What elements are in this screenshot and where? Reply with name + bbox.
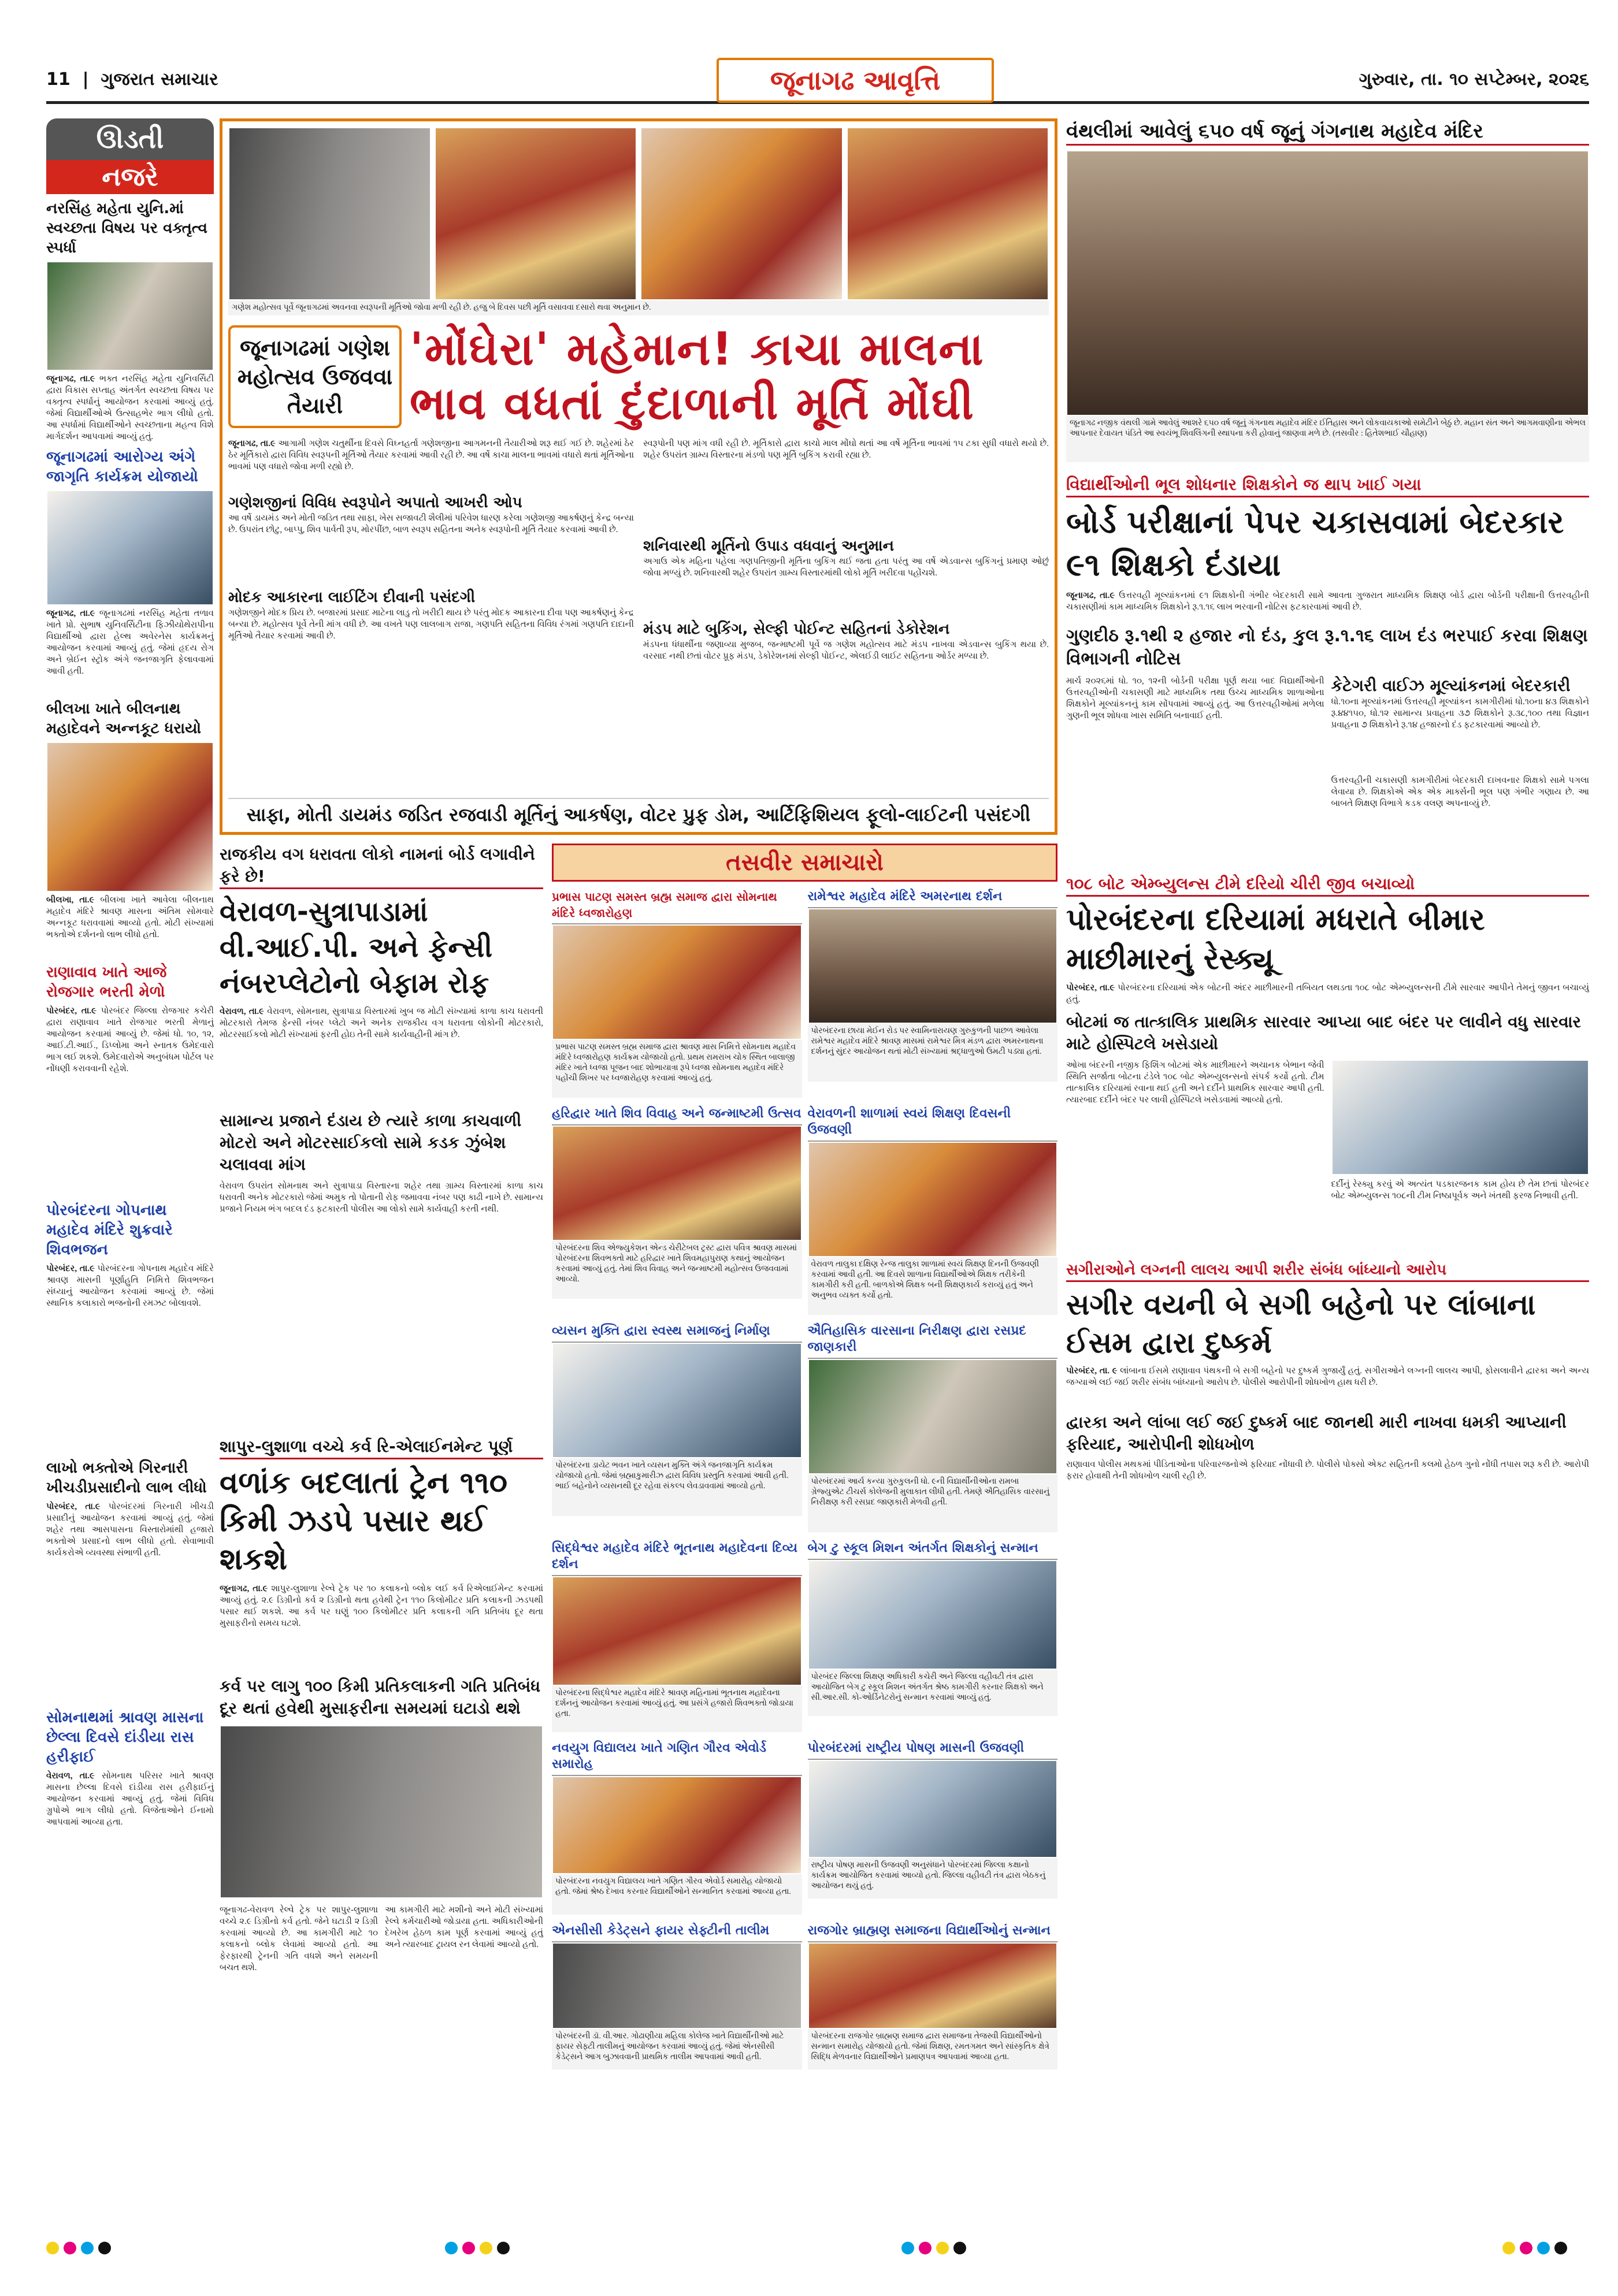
- registration-dot: [480, 2242, 492, 2254]
- photo-news-photo: [552, 924, 802, 1040]
- brief-item: [46, 1458, 214, 1703]
- right-column: [1066, 118, 1589, 2146]
- photo-news-item: હરિદ્વાર ખાતે શિવ વિવાહ અને જન્માષ્ટમી ઉત્સવ પોરબંદરના શિવ એજ્યુકેશન એન્ડ ચેરીટેબલ ટ્રસ્ટ દ્વારા પવિત્ર શ્રાવણ માસમાં પોરબંદરના શિવભક્તો માટે હરિદ્વાર ખાતે શિવમહાપુરાણ કથાનું આયોજન કરવામાં આવ્યું હતું. તેમાં શિવ વિવાહ અને જન્માષ્ટમી મહોત્સવ ઉજવવામાં આવ્યો.: [552, 1104, 802, 1315]
- crime-kicker: સગીરાઓને લગ્નની લાલચ આપી શરીર સંબંધ બાંધ્યાનો આરોપ: [1066, 1260, 1589, 1282]
- briefs-column: [46, 118, 214, 2146]
- brief-item: [46, 199, 214, 443]
- print-registration-marks: [0, 2242, 1618, 2265]
- rescue-photo: [1331, 1060, 1590, 1175]
- lead-photo: [640, 127, 843, 300]
- photo-news-title: સિદ્ધેશ્વર મહાદેવ મંદિરે ભૂતનાથ મહાદેવના દિવ્ય દર્શન: [552, 1538, 802, 1576]
- lead-photo: [228, 127, 431, 300]
- lead-col-a: જૂનાગઢ, તા.૯ આગામી ગણેશ ચતુર્થીના દિવસે વિઘ્નહર્તા ગણેશજીના આગમનની તૈયારીઓ શરૂ થઈ ગઈ છે. શહેરમાં ઠેર ઠેર મૂર્તિકારો દ્વારા વિવિધ સ્વરૂપની મૂર્તિઓ તૈયાર કરવામાં આવી રહી છે. આ વર્ષે કાચા માલના ભાવમાં વધારો થતાં મૂર્તિઓના ભાવમાં પણ વધારો જોવા મળી રહ્યો છે. ગણેશજીનાં વિવિધ સ્વરૂપોને અપાતો આખરી ઓપ આ વર્ષે ડાયમંડ અને મોતી જડિત તથા સાફા, ખેસ સજાવટી શૈલીમાં પરિવેશ ધારણ કરેલા ગણેશજી આકર્ષણનું કેન્દ્ર બન્યા છે. ઉપરાંત છોટુ, બાપ્પુ, શિવ પાર્વતી રૂપ, મોરપીંછ, બાળ સ્વરૂપ સહિતના અનેક સ્વરૂપોની મૂર્તિ તૈયાર કરવામાં આવી છે. મોદક આકારના લાઈટિંગ દીવાની પસંદગી ગણેશજીને મોદક પ્રિય છે. બજારમાં પ્રસાદ માટેના લાડુ તો ખરીદી થાય છે પરંતુ મોદક આકારના દીવા પણ આકર્ષણનું કેન્દ્ર બન્યા છે. મહોત્સવ પૂર્વે તેની માંગ વધી છે. આ વખતે પણ લાલબાગ રાજા, ગણપતિ સહિતના વિવિધ રંગમાં ગણપતિ દાદાની મૂર્તિઓ તૈયાર કરવામાં આવી છે.: [228, 439, 634, 641]
- board-subhead: ગુણદીઠ રૂ.૧થી ૨ હજાર નો દંડ, કુલ રૂ.૧.૧૬ લાખ દંડ ભરપાઈ કરવા શિક્ષણ વિભાગની નોટિસ: [1066, 626, 1588, 669]
- edition-title: જૂનાગઢ આવૃત્તિ: [717, 58, 994, 103]
- brief-item: [46, 1201, 214, 1454]
- registration-dot: [1537, 2242, 1550, 2254]
- paper-name: 11 | ગુજરાત સમાચાર: [46, 69, 218, 90]
- photo-news-item: પોરબંદરમાં રાષ્ટ્રીય પોષણ માસની ઉજવણી રાષ્ટ્રીય પોષણ માસની ઉજવણી અનુસંધાને પોરબંદરમાં જિલ્લા કક્ષાનો કાર્યક્રમ આયોજિત કરવામાં આવ્યો હતો. જિલ્લા વહીવટી તંત્ર દ્વારા બેઠકનું આયોજન થયું હતું.: [808, 1738, 1058, 1915]
- photo-news-title: નવયુગ વિદ્યાલય ખાતે ગણિત ગૌરવ એવોર્ડ સમારોહ: [552, 1738, 802, 1776]
- brief-body: પોરબંદર, તા.૯ પોરબંદર જિલ્લા રોજગાર કચેરી દ્વારા રાણાવાવ ખાતે રોજગાર ભરતી મેળાનું આયોજન કરવામાં આવ્યું છે. જેમાં ધો. ૧૦, ૧૨, આઈ.ટી.આઈ., ડિપ્લોમા અને સ્નાતક ઉમેદવારો ભાગ લઈ શકશે. ઉમેદવારોએ અનુબંધમ પોર્ટલ પર નોંધણી કરાવવાની રહેશે.: [46, 1006, 214, 1073]
- lead-subhead: મંડપ માટે બુકિંગ, સેલ્ફી પોઈન્ટ સહિતનાં ડેકોરેશન: [643, 621, 950, 638]
- photo-news-section: [552, 844, 1057, 2146]
- photo-news-item: વ્યસન મુક્તિ દ્વારા સ્વસ્થ સમાજનું નિર્માણ પોરબંદરના ડાયેટ ભવન ખાતે વ્યસન મુક્તિ અંગે જનજાગૃતિ કાર્યક્રમ યોજાયો હતો. જેમાં બ્રહ્માકુમારીઝ દ્વારા વિવિધ પ્રસ્તુતિ કરવામાં આવી હતી. ભાઈ બહેનોને વ્યસનથી દૂર રહેવા સંકલ્પ લેવડાવવામાં આવ્યો હતો.: [552, 1321, 802, 1532]
- photo-news-photo: [808, 1760, 1058, 1858]
- board-kicker: વિદ્યાર્થીઓની ભૂલ શોધનાર શિક્ષકોને જ થાપ ખાઈ ગયા: [1066, 474, 1589, 497]
- photo-news-item: ઐતિહાસિક વારસાના નિરીક્ષણ દ્વારા રસપ્રદ જાણકારી પોરબંદરમાં આર્ય કન્યા ગુરુકુલની ધો. ૯ની વિદ્યાર્થીનીઓના રામબા ગ્રેજ્યુએટ ટીચર્સ કોલેજની મુલાકાત લીધી હતી. તેમણે ઐતિહાસિક વારસાનું નિરીક્ષણ કરી રસપ્રદ જાણકારી મેળવી હતી.: [808, 1321, 1058, 1532]
- registration-dot: [462, 2242, 475, 2254]
- brief-item: [46, 699, 214, 958]
- photo-news-title: રાજગોર બ્રાહ્મણ સમાજના વિદ્યાર્થીઓનું સન્માન: [808, 1920, 1058, 1942]
- lead-subhead: ગણેશજીનાં વિવિધ સ્વરૂપોને અપાતો આખરી ઓપ: [228, 494, 522, 511]
- registration-dot: [98, 2242, 111, 2254]
- briefs-heading: ઊડતી: [46, 118, 214, 160]
- registration-dot: [64, 2242, 76, 2254]
- lead-story: [220, 118, 1057, 835]
- temple-photo: [1066, 150, 1589, 416]
- photo-news-item: સિદ્ધેશ્વર મહાદેવ મંદિરે ભૂતનાથ મહાદેવના દિવ્ય દર્શન પોરબંદરના સિદ્ધેશ્વર મહાદેવ મંદિરે શ્રાવણ મહિનામાં ભૂતનાથ મહાદેવના દર્શનનું આયોજન કરવામાં આવ્યું હતું. આ પ્રસંગે હજારો શિવભક્તો જોડાયા હતા.: [552, 1538, 802, 1732]
- brief-title: પોરબંદરના ગોપનાથ મહાદેવ મંદિરે શુક્રવારે શિવભજન: [46, 1202, 173, 1258]
- briefs-subheading: નજરે: [46, 160, 214, 194]
- photo-news-title: હરિદ્વાર ખાતે શિવ વિવાહ અને જન્માષ્ટમી ઉત્સવ: [552, 1104, 802, 1125]
- brief-body: વેરાવળ, તા.૯ સોમનાથ પરિસર ખાતે શ્રાવણ માસના છેલ્લા દિવસે દાંડીયા રાસ હરીફાઈનું આયોજન કરવામાં આવ્યું હતું. જેમાં વિવિધ ગ્રુપોએ ભાગ લીધો હતો. વિજેતાઓને ઈનામો આપવામાં આવ્યા હતા.: [46, 1771, 214, 1827]
- temple-caption: જૂનાગઢ નજીક વંથલી ગામે આવેલું આશરે ૬૫૦ વર્ષ જૂનું ગંગનાથ મહાદેવ મંદિર ઈતિહાસ અને લોકવાયકાઓ સમેટીને બેઠું છે. મહાન સંત અને આગમવાણીના એભલ આપનાર દેવાયત પંડિતે આ સ્વયંભૂ શિવલિંગની સ્થાપના કરી હોવાનું જાણવા મળે છે. (તસવીર : હિતેશભાઈ ચૌહાણ): [1066, 416, 1589, 462]
- lead-subhead: મોદક આકારના લાઈટિંગ દીવાની પસંદગી: [228, 589, 476, 606]
- photo-news-photo: [808, 1359, 1058, 1474]
- photo-news-item: રાજગોર બ્રાહ્મણ સમાજના વિદ્યાર્થીઓનું સન્માન પોરબંદરના રાજગોર બ્રાહ્મણ સમાજ દ્વારા સમાજના તેજસ્વી વિદ્યાર્થીઓનો સન્માન સમારોહ યોજાયો હતો. જેમાં શિક્ષણ, રમતગમત અને સાંસ્કૃતિક ક્ષેત્રે સિદ્ધિ મેળવનાર વિદ્યાર્થીઓને પ્રમાણપત્ર આપવામાં આવ્યા હતા.: [808, 1920, 1058, 2070]
- registration-dot: [1520, 2242, 1532, 2254]
- photo-news-item: રામેશ્વર મહાદેવ મંદિરે અમરનાથ દર્શન પોરબંદરના છાયા મેઈન રોડ પર સ્વામિનારાયણ ગુરુકુળની પાછળ આવેલા રામેશ્વર મહાદેવ મંદિરે શ્રાવણ માસમાં રામેશ્વર મિત્ર મંડળ દ્વારા અમરનાથના દર્શનનું સુંદર આયોજન થતાં મોટી સંખ્યામાં શ્રદ્ધાળુઓ ઉમટી પડ્યા હતાં.: [808, 886, 1058, 1098]
- lead-photo: [435, 127, 637, 300]
- issue-date: ગુરુવાર, તા. ૧૦ સપ્ટેમ્બર, ૨૦૨૬: [1359, 69, 1589, 90]
- brief-photo: [46, 742, 214, 892]
- photo-news-photo: [808, 1942, 1058, 2029]
- photo-news-item: એનસીસી કેડેટ્સને ફાયર સેફ્ટીની તાલીમ પોરબંદરની ડૉ. વી.આર. ગોઢાણીયા મહિલા કોલેજ ખાતે વિદ્યાર્થીનીઓ માટે ફાયર સેફ્ટી તાલીમનું આયોજન કરવામાં આવ્યું હતું. જેમાં એનસીસી કેડેટ્સને આગ બુઝાવવાની પ્રાથમિક તાલીમ આપવામાં આવી હતી.: [552, 1920, 802, 2070]
- veraval-headline: વેરાવળ-સુત્રાપાડામાં વી.આઈ.પી. અને ફેન્સી નંબરપ્લેટોનો બેફામ રોફ: [220, 896, 493, 1000]
- lead-col-b: સ્વરૂપોની પણ માંગ વધી રહી છે. મૂર્તિકારો દ્વારા કાચો માલ મોંઘો થતાં આ વર્ષે મૂર્તિના ભાવમાં ૧૫ ટકા સુધી વધારો થયો છે. શહેર ઉપરાંત ગ્રામ્ય વિસ્તારના મંડળો પણ મૂર્તિ બુકિંગ કરાવી રહ્યા છે. શનિવારથી મૂર્તિનો ઉપાડ વધવાનું અનુમાન અગાઉ એક મહિના પહેલા ગણપતિજીની મૂર્તિના બુકિંગ થઈ જતા હતા પરંતુ આ વર્ષે એડવાન્સ બુકિંગનું પ્રમાણ ઓછું જોવા મળ્યું છે. શનિવારથી શહેર ઉપરાંત ગ્રામ્ય વિસ્તારમાંથી લોકો મૂર્તિ ખરીદવા પહોંચશે. મંડપ માટે બુકિંગ, સેલ્ફી પોઈન્ટ સહિતનાં ડેકોરેશન મંડપના ધંધાર્થીના જણાવ્યા મુજબ, જન્માષ્ટમી પૂર્વે જ ગણેશ મહોત્સવ માટે મંડપ નાખવા એડવાન્સ બુકિંગ થયા છે. વરસાદ નથી છતાં વોટર પ્રૂફ મંડપ, ડેકોરેશનમાં સેલ્ફી પોઈન્ટ, એલઈડી લાઈટ સહિતના ઓર્ડર મળ્યા છે.: [643, 439, 1049, 661]
- lead-bottom-bar: સાફા, મોતી ડાયમંડ જડિત રજવાડી મૂર્તિનું આકર્ષણ, વોટર પ્રુફ ડોમ, આર્ટિફિશિયલ ફૂલો-લાઈટની પસંદગી: [228, 798, 1049, 826]
- photo-news-photo: [552, 1576, 802, 1686]
- brief-title: જૂનાગઢમાં આરોગ્ય અંગે જાગૃતિ કાર્યક્રમ યોજાયો: [46, 448, 198, 485]
- brief-title: લાખો ભક્તોએ ગિરનારી ખીચડીપ્રસાદીનો લાભ લીધો: [46, 1459, 207, 1496]
- brief-title: રાણાવાવ ખાતે આજે રોજગાર ભરતી મેળો: [46, 964, 167, 1001]
- photo-news-photo: [808, 1560, 1058, 1670]
- train-headline: વળાંક બદલાતાં ટ્રેન ૧૧૦ કિમી ઝડપે પસાર થઈ શકશે: [220, 1466, 508, 1577]
- brief-title: બીલખા ખાતે બીલનાથ મહાદેવને અન્નકૂટ ધરાયો: [46, 700, 201, 737]
- veraval-subhead: સામાન્ય પ્રજાને દંડાય છે ત્યારે કાળા કાચવાળી મોટરો અને મોટરસાઈકલો સામે કડક ઝુંબેશ ચલાવવા માંગ: [220, 1111, 522, 1174]
- registration-dot: [936, 2242, 949, 2254]
- brief-photo: [46, 490, 214, 605]
- photo-news-item: પ્રભાસ પાટણ સમસ્ત બ્રહ્મ સમાજ દ્વારા સોમનાથ મંદિરે ધ્વજારોહણ પ્રભાસ પાટણ સમસ્ત બ્રહ્મ સમાજ દ્વારા શ્રાવણ માસ નિમિત્તે સોમનાથ મહાદેવ મંદિરે ધ્વજારોહણ કાર્યક્રમ યોજાયો હતો. પ્રથમ રામરાખ ચોક સ્થિત બાલાજી મંદિર ખાતે ધ્વજા પૂજન બાદ શોભાયાત્રા રૂપે ધ્વજા સોમનાથ મહાદેવ મંદિરે પહોંચી શિખર પર ધ્વજારોહણ કરવામાં આવ્યું હતું.: [552, 886, 802, 1098]
- brief-body: પોરબંદર, તા.૯ પોરબંદરમાં ગિરનારી ખીચડી પ્રસાદીનું આયોજન કરવામાં આવ્યું હતું. જેમાં શહેર તથા આસપાસના વિસ્તારોમાંથી હજારો ભક્તોએ પ્રસાદનો લાભ લીધો હતો. સેવાભાવી કાર્યકરોએ વ્યવસ્થા સંભાળી હતી.: [46, 1502, 214, 1558]
- brief-item: [46, 447, 214, 694]
- train-story: શાપુર-લુશાળા વચ્ચે કર્વ રિ-એલાઈનમેન્ટ પૂર્ણ વળાંક બદલાતાં ટ્રેન ૧૧૦ કિમી ઝડપે પસાર થઈ શકશે જૂનાગઢ, તા.૯ શાપુર-લુશાળા રેલ્વે ટ્રેક પર ૧૦ કલાકનો બ્લોક લઈ કર્વ રિએલાઈમેન્ટ કરવામાં આવ્યું હતું. ૨.૯ ડિગ્રીનો કર્વ ૨ ડિગ્રીનો થતા હવેથી ટ્રેન ૧૧૦ કિલોમીટર પ્રતિ કલાકની ઝડપથી પસાર થઈ શકશે. આ કર્વ પર ઘણું ૧૦૦ કિલોમીટર પ્રતિ કલાકની ગતિ પ્રતિબંધ દૂર થતા મુસાફરીનો સમય ઘટશે. કર્વ પર લાગુ ૧૦૦ કિમી પ્રતિકલાકની ગતિ પ્રતિબંધ દૂર થતાં હવેથી મુસાફરીના સમયમાં ઘટાડો થશે જૂનાગઢ-વેરાવળ રેલ્વે ટ્રેક પર શાપુર-લુશાળા વચ્ચે ૨.૯ ડિગ્રીનો કર્વ હતો. જેને ઘટાડી ૨ ડિગ્રી કરવામાં આવ્યો છે. આ કામગીરી માટે ૧૦ કલાકનો બ્લોક લેવામાં આવ્યો હતો. આ ફેરફારથી ટ્રેનની ગતિ વધશે અને સમયની બચત થશે. આ કામગીરી માટે મશીનો અને મોટી સંખ્યામાં રેલ્વે કર્મચારીઓ જોડાયા હતા. અધિકારીઓની દેખરેખ હેઠળ કામ પૂર્ણ કરવામાં આવ્યું હતું અને ત્યારબાદ ટ્રાયલ રન લેવામાં આવ્યો હતો.: [220, 1437, 543, 1972]
- registration-dot: [953, 2242, 966, 2254]
- lead-body: [228, 438, 1049, 730]
- brief-body: જૂનાગઢ, તા.૯ ભક્ત નરસિંહ મહેતા યુનિવર્સિટી દ્વારા વિકાસ સપ્તાહ અંતર્ગત સ્વચ્છતા વિષય પર વક્તૃત્વ સ્પર્ધાનું આયોજન કરવામાં આવ્યું હતું. જેમાં વિદ્યાર્થીઓએ ઉત્સાહભેર ભાગ લીધો હતો. આ સ્પર્ધામાં વિદ્યાર્થીઓને સ્વચ્છતાના મહત્વ વિશે માર્ગદર્શન આપવામાં આવ્યું હતું.: [46, 374, 214, 441]
- brief-body: જૂનાગઢ, તા.૯ જૂનાગઢમાં નરસિંહ મહેતા તળાવ ખાતે પ્રો. સુભાષ યુનિવર્સિટીના ફિઝીયોથેરાપીના વિદ્યાર્થીઓ દ્વારા હેલ્થ અવેરનેસ કાર્યક્રમનું આયોજન કરવામાં આવ્યું હતું. જેમાં હૃદય રોગ અને બ્રેઈન સ્ટ્રોક અંગે જનજાગૃતિ ફેલાવવામાં આવી હતી.: [46, 609, 214, 676]
- registration-dot: [919, 2242, 932, 2254]
- brief-body: બીલખા, તા.૯ બીલખા ખાતે આવેલા બીલનાથ મહાદેવ મંદિરે શ્રાવણ માસના અંતિમ સોમવારે અન્નકૂટ ધરાવવામાં આવ્યો હતો. મોટી સંખ્યામાં ભક્તોએ દર્શનનો લાભ લીધો હતો.: [46, 896, 214, 939]
- lead-subhead: શનિવારથી મૂર્તિનો ઉપાડ વધવાનું અનુમાન: [643, 537, 895, 555]
- registration-dot: [46, 2242, 59, 2254]
- photo-news-photo: [808, 1142, 1058, 1257]
- photo-news-photo: [808, 908, 1058, 1024]
- photo-news-item: નવયુગ વિદ્યાલય ખાતે ગણિત ગૌરવ એવોર્ડ સમારોહ પોરબંદરના નવયુગ વિદ્યાલય ખાતે ગણિત ગૌરવ એવોર્ડ સમારોહ યોજાયો હતો. જેમાં શ્રેષ્ઠ દેખાવ કરનાર વિદ્યાર્થીઓને સન્માનિત કરવામાં આવ્યા હતા.: [552, 1738, 802, 1915]
- rescue-story: ૧૦૮ બોટ એમ્બ્યુલન્સ ટીમે દરિયો ચીરી જીવ બચાવ્યો પોરબંદરના દરિયામાં મધરાતે બીમાર માછીમારનું રેસ્ક્યૂ પોરબંદર, તા.૯ પોરબંદરના દરિયામાં એક બોટની અંદર માછીમારની તબિયત લથડતા ૧૦૮ બોટ એમ્બ્યુલન્સની ટીમે સારવાર આપીને તેમનું જીવન બચાવ્યું હતું. બોટમાં જ તાત્કાલિક પ્રાથમિક સારવાર આપ્યા બાદ બંદર પર લાવીને વધુ સારવાર માટે હોસ્પિટલે ખસેડાયો ઓખા બંદરની નજીક ફિશિંગ બોટમાં એક માછીમારને અચાનક બેભાન જેવી સ્થિતિ સર્જાતા બોટના ટંડેલે ૧૦૮ બોટ એમ્બ્યુલન્સનો સંપર્ક કર્યો હતો. ટીમ તાત્કાલિક દરિયામાં રવાના થઈ હતી અને દર્દીને પ્રાથમિક સારવાર આપી હતી. ત્યારબાદ દર્દીને બંદર પર લાવી હોસ્પિટલે ખસેડવામાં આવ્યો હતો. દર્દીનું રેસ્ક્યુ કરવું એ અત્યંત પડકારજનક કામ હોય છે તેમ છતાં પોરબંદર બોટ એમ્બ્યુલન્સ ૧૦૮ની ટીમ નિષ્ઠાપૂર્વક અને ખંતથી ફરજ નિભાવી હતી.: [1066, 874, 1589, 1201]
- rescue-headline: પોરબંદરના દરિયામાં મધરાતે બીમાર માછીમારનું રેસ્ક્યૂ: [1066, 902, 1485, 976]
- photo-news-band: તસવીર સમાચારો: [552, 844, 1057, 882]
- photo-news-item: વેરાવળની શાળામાં સ્વયં શિક્ષણ દિવસની ઉજવણી વેરાવળ તાલુકા દક્ષિણ રેન્જ તાલુકા શાળામાં સ્વયં શિક્ષણ દિનની ઉજવણી કરવામાં આવી હતી. આ દિવસે શાળાના વિદ્યાર્થીઓએ શિક્ષક તરીકેની કામગીરી કરી હતી. બાળકોએ શિક્ષક બની શિક્ષણકાર્ય કરાવ્યું હતું અને અનુભવ વ્યક્ત કર્યો હતો.: [808, 1104, 1058, 1315]
- photo-news-title: રામેશ્વર મહાદેવ મંદિરે અમરનાથ દર્શન: [808, 886, 1058, 908]
- main-column: [220, 118, 1057, 2146]
- photo-news-title: ઐતિહાસિક વારસાના નિરીક્ષણ દ્વારા રસપ્રદ જાણકારી: [808, 1321, 1058, 1359]
- veraval-story: રાજકીય વગ ધરાવતા લોકો નામનાં બોર્ડ લગાવીને ફરે છે! વેરાવળ-સુત્રાપાડામાં વી.આઈ.પી. અને ફેન્સી નંબરપ્લેટોનો બેફામ રોફ વેરાવળ, તા.૯ વેરાવળ, સોમનાથ, સુત્રાપાડા વિસ્તારમાં ખુબ જ મોટી સંખ્યામાં કાળા કાચ ધરાવતી મોટરકારો તેમજ ફેન્સી નંબર પ્લેટો અને અનેક રાજકીય વગ ધરાવતા લોકોની મોટરકારો, મોટરસાઈકલો મોટી સંખ્યામાં ફરતી હોઇ તેની સામે કાર્યવાહીની માંગ છે. સામાન્ય પ્રજાને દંડાય છે ત્યારે કાળા કાચવાળી મોટરો અને મોટરસાઈકલો સામે કડક ઝુંબેશ ચલાવવા માંગ વેરાવળ ઉપરાંત સોમનાથ અને સુત્રાપાડા વિસ્તારના શહેર તથા ગ્રામ્ય વિસ્તારમાં કાળા કાચ ધરાવતી અનેક મોટરકારો જેમાં અમુક તો પોતાની રોફ જમાવવા નંબર પણ કાઢી નાખે છે. સામાન્ય પ્રજાને નિયમ ભંગ બદલ દંડ ફટકારતી પોલીસ આ લોકો સામે કાર્યવાહી કરતી નથી.: [220, 845, 543, 1214]
- photo-news-photo: [552, 1776, 802, 1874]
- photo-news-photo: [552, 1942, 802, 2029]
- photo-news-title: બેગ ટુ સ્કૂલ મિશન અંતર્ગત શિક્ષકોનું સન્માન: [808, 1538, 1058, 1560]
- registration-dot: [901, 2242, 914, 2254]
- brief-body: પોરબંદર, તા.૯ પોરબંદરના ગોપનાથ મહાદેવ મંદિરે શ્રાવણ માસની પૂર્ણાહુતિ નિમિત્તે શિવભજન સંધ્યાનું આયોજન કરવામાં આવ્યું છે. જેમાં સ્થાનિક કલાકારો ભજનોની રમઝટ બોલાવશે.: [46, 1264, 214, 1308]
- brief-title: સોમનાથમાં શ્રાવણ માસના છેલ્લા દિવસે દાંડીયા રાસ હરીફાઈ: [46, 1709, 204, 1766]
- rescue-subhead: બોટમાં જ તાત્કાલિક પ્રાથમિક સારવાર આપ્યા બાદ બંદર પર લાવીને વધુ સારવાર માટે હોસ્પિટલે ખસેડાયો: [1066, 1012, 1582, 1053]
- registration-dot: [1502, 2242, 1515, 2254]
- crime-headline: સગીર વયની બે સગી બહેનો પર લાંબાના ઈસમ દ્વારા દુષ્કર્મ: [1066, 1288, 1536, 1359]
- registration-dot: [81, 2242, 94, 2254]
- rescue-kicker: ૧૦૮ બોટ એમ્બ્યુલન્સ ટીમે દરિયો ચીરી જીવ બચાવ્યો: [1066, 873, 1589, 897]
- train-photo: [220, 1725, 543, 1899]
- crime-subhead: દ્વારકા અને લાંબા લઈ જઈ દુષ્કર્મ બાદ જાનથી મારી નાખવા ધમકી આપ્યાની ફરિયાદ, આરોપીની શોધખોળ: [1066, 1413, 1567, 1454]
- brief-photo: [46, 261, 214, 371]
- brief-item: [46, 1708, 214, 1944]
- lead-headline: 'મોંઘેરા' મહેમાન! કાચા માલના ભાવ વધતાં દુંદાળાની મૂર્તિ મોંઘી: [410, 324, 985, 430]
- photo-news-photo: [552, 1125, 802, 1241]
- crime-story: સગીરાઓને લગ્નની લાલચ આપી શરીર સંબંધ બાંધ્યાનો આરોપ સગીર વયની બે સગી બહેનો પર લાંબાના ઈસમ દ્વારા દુષ્કર્મ પોરબંદર, તા. ૯ લાંબાના ઈસમે રાણાવાવ પંથકની બે સગી બહેનો પર દુષ્કર્મ ગુજાર્યું હતું. સગીરાઓને લગ્નની લાલચ આપી, ફોસલાવીને દ્વારકા અને અન્ય જગ્યાએ લઈ જઈ શરીર સંબંધ બાંધ્યાનો આરોપ છે. પોલીસે આરોપીની શોધખોળ હાથ ધરી છે. દ્વારકા અને લાંબા લઈ જઈ દુષ્કર્મ બાદ જાનથી મારી નાખવા ધમકી આપ્યાની ફરિયાદ, આરોપીની શોધખોળ રાણાવાવ પોલીસ મથકમાં પીડિતાઓના પરિવારજનોએ ફરિયાદ નોંધાવી છે. પોલીસે પોક્સો એક્ટ સહિતની કલમો હેઠળ ગુનો નોંધી તપાસ શરૂ કરી છે. આરોપી ફરાર હોવાથી તેની શોધખોળ ચાલી રહી છે.: [1066, 1260, 1589, 1551]
- registration-dot: [445, 2242, 458, 2254]
- lead-header: [228, 322, 1049, 431]
- board-headline: બોર્ડ પરીક્ષાનાં પેપર ચકાસવામાં બેદરકાર ૯૧ શિક્ષકો દંડાયા: [1066, 504, 1564, 583]
- photo-news-title: વ્યસન મુક્તિ દ્વારા સ્વસ્થ સમાજનું નિર્માણ: [552, 1321, 802, 1343]
- lead-photo: [847, 127, 1049, 300]
- lead-kicker-box: જૂનાગઢમાં ગણેશ મહોત્સવ ઉજવવા તૈયારી: [228, 325, 402, 428]
- board-subhead-2: કેટેગરી વાઈઝ મૂલ્યાંકનમાં બેદરકારી: [1331, 676, 1571, 695]
- brief-item: [46, 963, 214, 1196]
- train-kicker: શાપુર-લુશાળા વચ્ચે કર્વ રિ-એલાઈનમેન્ટ પૂર્ણ: [220, 1436, 543, 1459]
- registration-dot: [497, 2242, 510, 2254]
- masthead: [46, 58, 1589, 104]
- photo-news-title: વેરાવળની શાળામાં સ્વયં શિક્ષણ દિવસની ઉજવણી: [808, 1104, 1058, 1142]
- lead-photos: [228, 127, 1049, 300]
- veraval-kicker: રાજકીય વગ ધરાવતા લોકો નામનાં બોર્ડ લગાવીને ફરે છે!: [220, 844, 543, 889]
- lead-photo-caption: ગણેશ મહોત્સવ પૂર્વે જૂનાગઢમાં અવનવા સ્વરૂપની મૂર્તિઓ જોવા મળી રહી છે. હજુ બે દિવસ પછી મૂર્તિ વસાવવા દસારો થવા અનુમાન છે.: [228, 300, 1049, 315]
- registration-dot: [1554, 2242, 1567, 2254]
- photo-news-item: બેગ ટુ સ્કૂલ મિશન અંતર્ગત શિક્ષકોનું સન્માન પોરબંદર જિલ્લા શિક્ષણ અધિકારી કચેરી અને જિલ્લા વહીવટી તંત્ર દ્વારા આયોજિત બેગ ટુ સ્કૂલ મિશન અંતર્ગત શ્રેષ્ઠ કામગીરી કરનાર શિક્ષકો અને સી.આર.સી. કો-ઓર્ડિનેટરોનું સન્માન કરવામાં આવ્યું હતું.: [808, 1538, 1058, 1732]
- photo-news-title: પ્રભાસ પાટણ સમસ્ત બ્રહ્મ સમાજ દ્વારા સોમનાથ મંદિરે ધ્વજારોહણ: [552, 886, 802, 924]
- photo-news-title: એનસીસી કેડેટ્સને ફાયર સેફ્ટીની તાલીમ: [552, 1920, 802, 1942]
- photo-news-photo: [552, 1343, 802, 1458]
- photo-news-title: પોરબંદરમાં રાષ્ટ્રીય પોષણ માસની ઉજવણી: [808, 1738, 1058, 1760]
- train-subhead: કર્વ પર લાગુ ૧૦૦ કિમી પ્રતિકલાકની ગતિ પ્રતિબંધ દૂર થતાં હવેથી મુસાફરીના સમયમાં ઘટાડો થશે: [220, 1677, 541, 1718]
- board-story: વિદ્યાર્થીઓની ભૂલ શોધનાર શિક્ષકોને જ થાપ ખાઈ ગયા બોર્ડ પરીક્ષાનાં પેપર ચકાસવામાં બેદરકાર ૯૧ શિક્ષકો દંડાયા જૂનાગઢ, તા.૯ ઉત્તરવહી મૂલ્યાંકનમાં ૯૧ શિક્ષકોની ગંભીર બેદરકારી સામે આવતા ગુજરાત માધ્યમિક શિક્ષણ બોર્ડ દ્વારા બોર્ડની પરીક્ષાની ઉત્તરવહીની ચકાસણીમાં કામ માધ્યમિક શિક્ષકોને રૂ.૧.૧૬ લાખ ભરવાની નોટિસ ફટકારવામાં આવી છે. ગુણદીઠ રૂ.૧થી ૨ હજાર નો દંડ, કુલ રૂ.૧.૧૬ લાખ દંડ ભરપાઈ કરવા શિક્ષણ વિભાગની નોટિસ માર્ચ ૨૦૨૬માં ધો. ૧૦, ૧૨ની બોર્ડની પરીક્ષા પૂર્ણ થયા બાદ વિદ્યાર્થીઓની ઉત્તરવહીઓની ચકાસણી માટે માધ્યમિક તથા ઉચ્ચ માધ્યમિક શાળાઓના શિક્ષકોને મૂલ્યાંકનનું કામ સોંપવામાં આવ્યું હતું. આ ઉત્તરવહીઓમાં મળેલા ગુણની ભૂલ શોધવા ખાસ સમિતિ બનાવાઈ હતી. કેટેગરી વાઈઝ મૂલ્યાંકનમાં બેદરકારી ધો.૧૦ના મૂલ્યાંકનમાં ઉત્તરવહી મૂલ્યાંકન કામગીરીમાં ધો.૧૦ના ૪૩ શિક્ષકોને રૂ.૪૪૧૫૦, ધો.૧૨ સામાન્ય પ્રવાહના ૩૭ શિક્ષકોને રૂ.૩૮,૧૦૦ તથા વિજ્ઞાન પ્રવાહના ૭ શિક્ષકોને રૂ.૧૪ હજારનો દંડ ફટકારવામાં આવ્યો છે. ઉત્તરવહીની ચકાસણી કામગીરીમાં બેદરકારી દાખવનાર શિક્ષકો સામે પગલા લેવાયા છે. શિક્ષકોએ એક એક માર્ક્સની ભૂલ પણ ગંભીર ગણાય છે. આ બાબતે શિક્ષણ વિભાગે કડક વલણ અપનાવ્યું છે.: [1066, 475, 1589, 808]
- temple-title: વંથલીમાં આવેલું ૬૫૦ વર્ષ જૂનું ગંગનાથ મહાદેવ મંદિર: [1066, 118, 1589, 146]
- brief-title: નરસિંહ મહેતા યુનિ.માં સ્વચ્છતા વિષય પર વક્તૃત્વ સ્પર્ધા: [46, 200, 207, 257]
